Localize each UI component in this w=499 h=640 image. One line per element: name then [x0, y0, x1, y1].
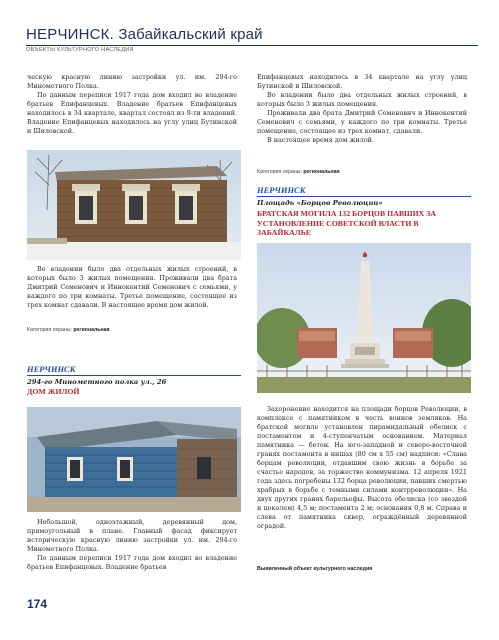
entry-address: 294-го Минометного полка ул., 26 — [27, 378, 167, 386]
grave-entry-header — [257, 185, 471, 238]
protection-category — [27, 327, 110, 333]
entry-place: НЕРЧИНСК — [27, 364, 76, 374]
entry-title: ДОМ ЖИЛОЙ — [27, 387, 80, 396]
header-rule — [26, 45, 478, 46]
house-photo-1 — [27, 150, 241, 260]
paragraph: Захоронение находится на площади борцов Революции, в комплексе с памятником в честь воинов земляков. На братской могиле установлен пирамидальный обелиск с постаментом и 4-ступенчатым основанием. Материал памятника — бетон. На юго-западной и северо-восточной гранях постамента в нишах (80 см х 55 см) надписи: «Слава борцам революции, отдавшим свою жизнь в борьбе за счастье народов, за торжество коммунизма. 12 апреля 1921 года здесь погребены 132 борца революции, павших смертью храбрых в борьбе с темными силами контрреволюции». На двух других гранях барельефы. Высота обелиска (со звездой и цоколем) 4,5 м; постамента 2 м; основания 0,8 м. Справа и слева от памятника сквер, ограждённый деревянной оградой. — [257, 405, 467, 530]
paragraph: По данным переписи 1917 года дом входил во владение братьев Епифанцевых. Владение братьев — [27, 554, 237, 571]
paragraph: По данным переписи 1917 года дом входил во владение братьев Епифанцевых. Владение братьев Епифанцевых находилось в 34 квартале, квартал состоял из 9-ти владений. Владение Епифанцевых находилось на углу улиц Бутинской и Шиловской. — [27, 91, 237, 135]
left-top-text — [27, 73, 237, 136]
entry-place: НЕРЧИНСК — [257, 185, 306, 195]
page-header — [26, 26, 478, 53]
category-label: Категория охраны: — [257, 169, 302, 175]
protection-category — [257, 169, 340, 175]
heritage-status: Выявленный объект культурного наследия — [257, 566, 373, 572]
left-mid-text — [27, 265, 237, 310]
entry-rule — [257, 196, 471, 197]
category-value: региональная — [303, 169, 340, 175]
category-value: региональная — [73, 327, 110, 333]
paragraph: Во владении было два отдельных жилых строений, в которых было 3 жилых помещения. — [257, 91, 467, 108]
paragraph: ческую красную линию застройки ул. им. 294-го Минометного Полка. — [27, 73, 237, 90]
house-entry-header — [27, 364, 241, 397]
entry-address: Площадь «Борцов Революции» — [257, 199, 383, 207]
category-label: Категория охраны: — [27, 327, 72, 333]
house-photo-2 — [27, 407, 241, 512]
paragraph: Проживали два брата Дмитрий Семенович и Иннокентий Семенович с семьями, у каждого по три комнаты. Третье помещение, состоящее из трех комнат, сдавали. — [257, 109, 467, 135]
entry-title: БРАТСКАЯ МОГИЛА 132 БОРЦОВ ПАВШИХ ЗА УСТАНОВЛЕНИЕ СОВЕТСКОЙ ВЛАСТИ В ЗАБАЙКАЛЬЕ — [257, 209, 436, 237]
obelisk-photo — [257, 243, 471, 393]
page-number: 174 — [27, 597, 48, 611]
right-top-text — [257, 73, 467, 145]
entry-rule — [27, 375, 241, 376]
paragraph: В настоящее время дом жилой. — [267, 136, 374, 144]
header-title: НЕРЧИНСК. Забайкальский край — [26, 26, 263, 43]
paragraph: Епифанцевых находилось в 34 квартале на углу улиц Бутинской и Шиловской. — [257, 73, 467, 90]
paragraph: Во владении было два отдельных жилых строений, в которых было 3 жилых помещения. Проживали два брата Дмитрий Семенович и Иннокентий Семенович с семьями, у каждого по три комнаты. Третье помещение, состоящее из трех комнат сдавали. В настоящее время дом жилой. — [27, 265, 237, 309]
paragraph: Небольшой, одноэтажный, деревянный дом, прямоугольный в плане. Главный фасад фиксирует историческую красную линию застройки ул. им. 294-го Минометного Полка. — [27, 518, 237, 553]
right-bottom-text — [257, 405, 467, 531]
header-subtitle: ОБЪЕКТЫ КУЛЬТУРНОГО НАСЛЕДИЯ — [26, 47, 134, 53]
left-bottom-text — [27, 518, 237, 572]
